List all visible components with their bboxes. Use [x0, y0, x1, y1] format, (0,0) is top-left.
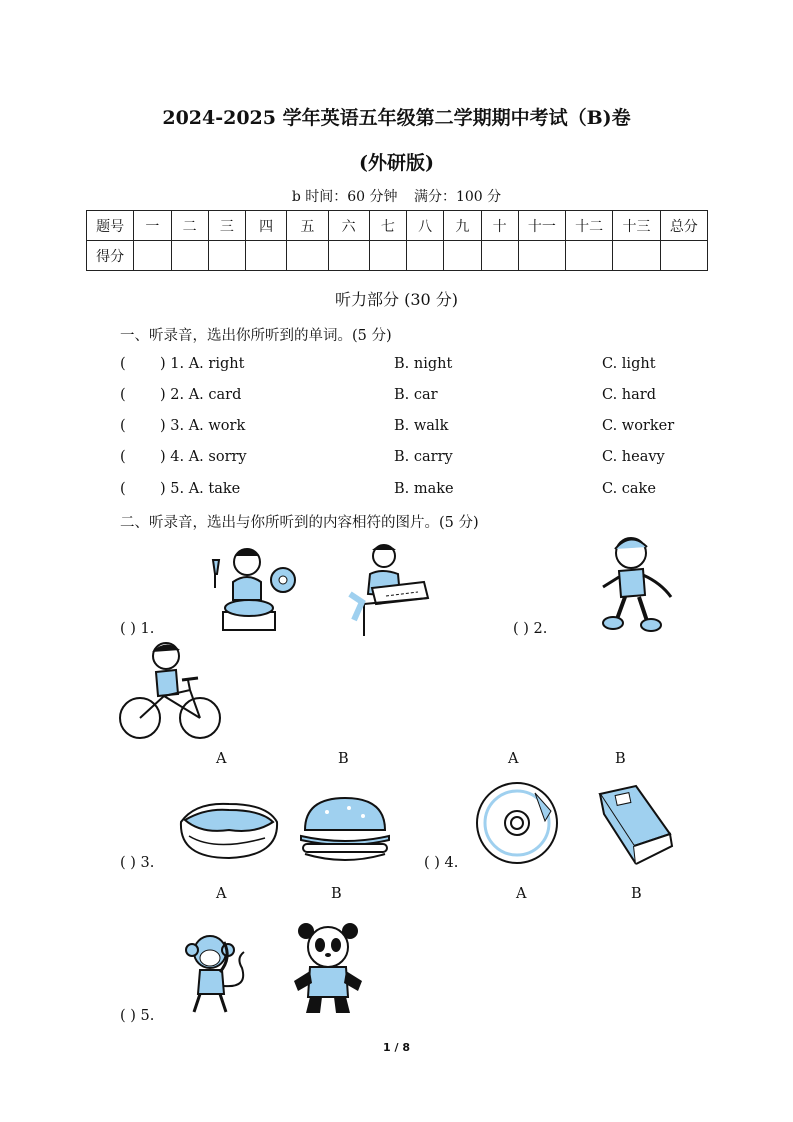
option-a: ) 1. A. right [160, 356, 245, 372]
option-b-label: B [615, 751, 626, 767]
option-b: B. car [394, 387, 438, 403]
option-b-label: B [331, 886, 342, 902]
option-b: B. walk [394, 418, 449, 434]
boy-cycling-icon[interactable] [118, 640, 222, 744]
answer-paren[interactable]: ( [120, 481, 126, 497]
score-cell[interactable] [518, 241, 565, 271]
question-2-2-label: ( ) 2. [513, 621, 548, 637]
score-header-cell: 题号 [87, 211, 134, 241]
hamburger-icon[interactable] [297, 794, 393, 864]
option-b: B. make [394, 481, 454, 497]
question-2-4-label: ( ) 4. [424, 855, 459, 871]
question-2-1-label: ( ) 1. [120, 621, 155, 637]
score-cell[interactable] [660, 241, 707, 271]
score-cell[interactable] [287, 241, 328, 271]
score-cell[interactable] [208, 241, 245, 271]
option-a: ) 2. A. card [160, 387, 242, 403]
score-cell[interactable] [407, 241, 444, 271]
exam-time: b 时间：60 分钟 [291, 189, 398, 205]
question-row [0, 481, 793, 501]
dictionary-icon[interactable] [596, 784, 674, 868]
score-cell[interactable] [171, 241, 208, 271]
option-c: C. worker [602, 418, 675, 434]
option-a-label: A [216, 751, 227, 767]
exam-title: 2024-2025 学年英语五年级第二学期期中考试（B)卷 [162, 107, 631, 129]
option-b: B. carry [394, 449, 453, 465]
score-header-cell: 十二 [566, 211, 613, 241]
score-header-cell: 十一 [518, 211, 565, 241]
girl-writing-icon[interactable] [342, 542, 434, 638]
score-cell[interactable] [566, 241, 613, 271]
boy-running-icon[interactable] [595, 535, 677, 635]
option-a: ) 5. A. take [160, 481, 241, 497]
question-row [0, 356, 793, 376]
option-c: C. heavy [602, 449, 665, 465]
question-row [0, 387, 793, 407]
score-cell[interactable] [369, 241, 406, 271]
question-2-3-label: ( ) 3. [120, 855, 155, 871]
option-b-label: B [338, 751, 349, 767]
score-cell[interactable] [444, 241, 481, 271]
score-cell[interactable] [328, 241, 369, 271]
question-2-5-label: ( ) 5. [120, 1008, 155, 1024]
score-table-header-row [87, 211, 708, 241]
option-c: C. cake [602, 481, 656, 497]
score-header-cell: 八 [407, 211, 444, 241]
score-header-cell: 六 [328, 211, 369, 241]
option-a-label: A [516, 886, 527, 902]
answer-paren[interactable]: ( [120, 449, 126, 465]
answer-paren[interactable]: ( [120, 356, 126, 372]
score-header-cell: 四 [246, 211, 287, 241]
hot-dog-icon[interactable] [175, 796, 283, 864]
cd-disc-icon[interactable] [475, 781, 559, 865]
score-row-label: 得分 [87, 241, 134, 271]
page-number: 1 / 8 [383, 1041, 410, 1054]
exam-subtitle: (外研版) [359, 152, 434, 174]
score-cell[interactable] [134, 241, 171, 271]
score-cell[interactable] [481, 241, 518, 271]
score-table-score-row [87, 241, 708, 271]
exam-full-score: 满分：100 分 [413, 189, 502, 205]
option-b: B. night [394, 356, 453, 372]
question-row [0, 449, 793, 469]
option-a-label: A [216, 886, 227, 902]
option-c: C. light [602, 356, 656, 372]
score-header-cell: 三 [208, 211, 245, 241]
option-b-label: B [631, 886, 642, 902]
score-header-cell: 二 [171, 211, 208, 241]
score-header-cell: 七 [369, 211, 406, 241]
score-header-cell: 九 [444, 211, 481, 241]
girl-cooking-icon[interactable] [205, 542, 297, 634]
question-row [0, 418, 793, 438]
score-header-cell: 十 [481, 211, 518, 241]
listening-section-heading: 听力部分 (30 分) [334, 290, 459, 309]
part2-title: 二、听录音，选出与你所听到的内容相符的图片。(5 分) [120, 515, 479, 531]
answer-paren[interactable]: ( [120, 387, 126, 403]
score-header-cell: 五 [287, 211, 328, 241]
exam-meta [0, 186, 793, 206]
score-cell[interactable] [613, 241, 660, 271]
monkey-icon[interactable] [176, 928, 250, 1018]
part1-title: 一、听录音，选出你所听到的单词。(5 分) [120, 328, 392, 344]
score-table [86, 210, 708, 271]
score-header-cell: 总分 [660, 211, 707, 241]
panda-icon[interactable] [290, 921, 366, 1017]
answer-paren[interactable]: ( [120, 418, 126, 434]
option-c: C. hard [602, 387, 656, 403]
option-a: ) 4. A. sorry [160, 449, 247, 465]
option-a: ) 3. A. work [160, 418, 246, 434]
score-cell[interactable] [246, 241, 287, 271]
score-header-cell: 一 [134, 211, 171, 241]
option-a-label: A [508, 751, 519, 767]
score-header-cell: 十三 [613, 211, 660, 241]
